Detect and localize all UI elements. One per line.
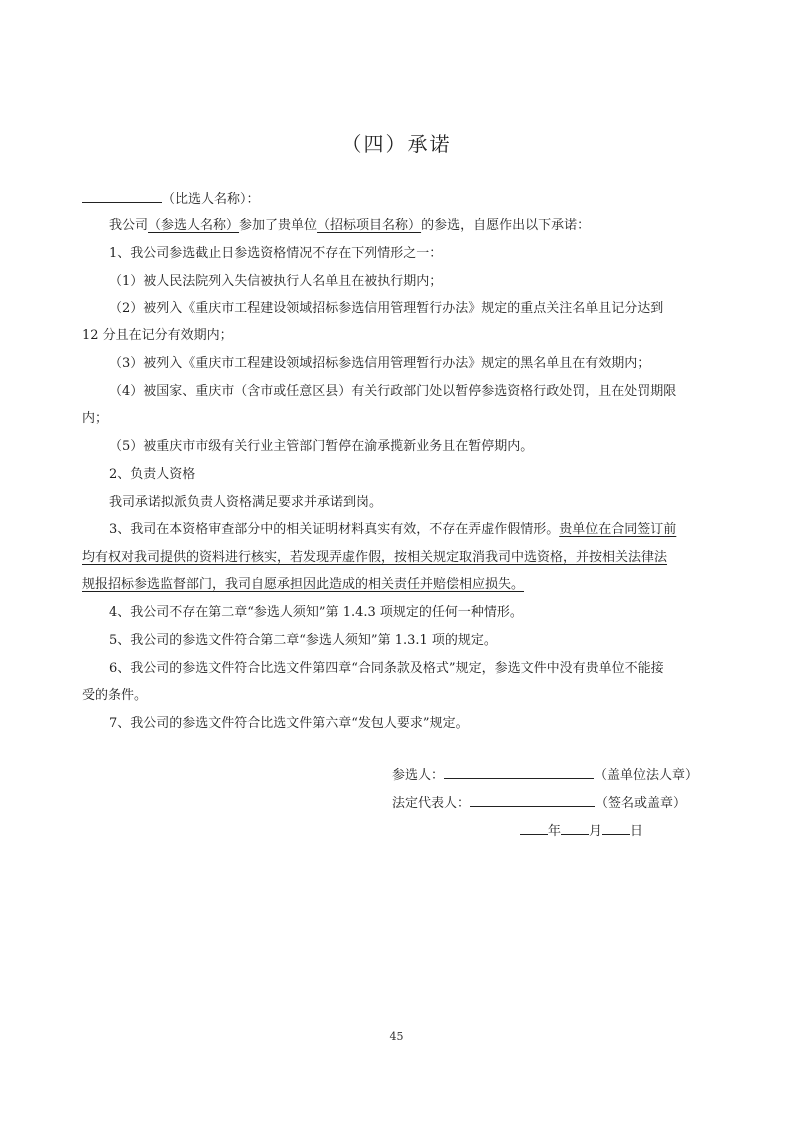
intro-paragraph	[109, 216, 722, 236]
representative-note: （签名或盖章）	[595, 796, 687, 811]
clause-3-cont-2	[82, 575, 722, 595]
representative-blank	[470, 792, 595, 807]
date-line	[520, 820, 643, 842]
clause-3-underlined: 贵单位在合同签订前	[559, 522, 677, 537]
representative-signature-line	[392, 792, 686, 814]
clause-3-text: 3、我司在本资格审查部分中的相关证明材料真实有效，不存在弄虚作假情形。	[109, 522, 560, 537]
clause-6-cont: 受的条件。	[82, 688, 148, 703]
representative-label: 法定代表人：	[392, 796, 471, 811]
clause-7: 7、我公司的参选文件符合比选文件第六章“发包人要求”规定。	[109, 716, 469, 731]
addressee-blank	[82, 188, 162, 203]
clause-3-cont-1	[82, 548, 722, 568]
clause-4: 4、我公司不存在第二章“参选人须知”第 1.4.3 项规定的任何一种情形。	[109, 605, 523, 620]
bidder-signature-line	[392, 764, 698, 786]
intro-text-3: 的参选，自愿作出以下承诺：	[421, 218, 591, 233]
bidder-label: 参选人：	[392, 768, 445, 783]
bidder-blank	[444, 764, 594, 779]
clause-1: 1、我公司参选截止日参选资格情况不存在下列情形之一：	[109, 246, 443, 261]
clause-1-2: （2）被列入《重庆市工程建设领域招标参选信用管理暂行办法》规定的重点关注名单且记分达到	[109, 301, 664, 316]
day-blank	[602, 820, 630, 835]
page-title: （四）承诺	[341, 132, 452, 156]
clause-6: 6、我公司的参选文件符合比选文件第四章“合同条款及格式”规定，参选文件中没有贵单位不能接	[109, 661, 664, 676]
month-label: 月	[589, 824, 603, 839]
clause-2: 2、负责人资格	[109, 467, 196, 482]
bidder-note: （盖单位法人章）	[594, 768, 699, 783]
project-name-placeholder: （招标项目名称）	[317, 218, 422, 233]
addressee-line	[82, 188, 722, 210]
clause-3-underlined-2: 均有权对我司提供的资料进行核实，若发现弄虚作假，按相关规定取消我司中选资格，并按相关法律法	[82, 550, 668, 565]
intro-text-1: 我公司	[109, 218, 149, 233]
clause-1-2-cont: 12 分且在记分有效期内；	[82, 328, 233, 343]
month-blank	[561, 820, 589, 835]
bidder-name-placeholder: （参选人名称）	[148, 218, 240, 233]
clause-3	[109, 520, 722, 540]
day-label: 日	[630, 824, 644, 839]
clause-1-1: （1）被人民法院列入失信被执行人名单且在被执行期内；	[109, 274, 443, 289]
clause-1-4-cont: 内；	[82, 411, 109, 426]
clause-1-5: （5）被重庆市市级有关行业主管部门暂停在渝承揽新业务且在暂停期内。	[109, 439, 534, 454]
year-label: 年	[548, 824, 562, 839]
year-blank	[520, 820, 548, 835]
addressee-suffix: （比选人名称）：	[162, 192, 260, 207]
intro-text-2: 参加了贵单位	[239, 218, 318, 233]
clause-3-underlined-3: 规报招标参选监督部门，我司自愿承担因此造成的相关责任并赔偿相应损失。	[82, 577, 525, 592]
clause-1-3: （3）被列入《重庆市工程建设领域招标参选信用管理暂行办法》规定的黑名单且在有效期内；	[109, 356, 651, 371]
clause-1-4: （4）被国家、重庆市（含市或任意区县）有关行政部门处以暂停参选资格行政处罚，且在处罚期限	[109, 384, 677, 399]
clause-2-text: 我司承诺拟派负责人资格满足要求并承诺到岗。	[109, 495, 383, 510]
page-number: 45	[389, 1030, 404, 1043]
clause-5: 5、我公司的参选文件符合第二章“参选人须知”第 1.3.1 项的规定。	[109, 633, 497, 648]
